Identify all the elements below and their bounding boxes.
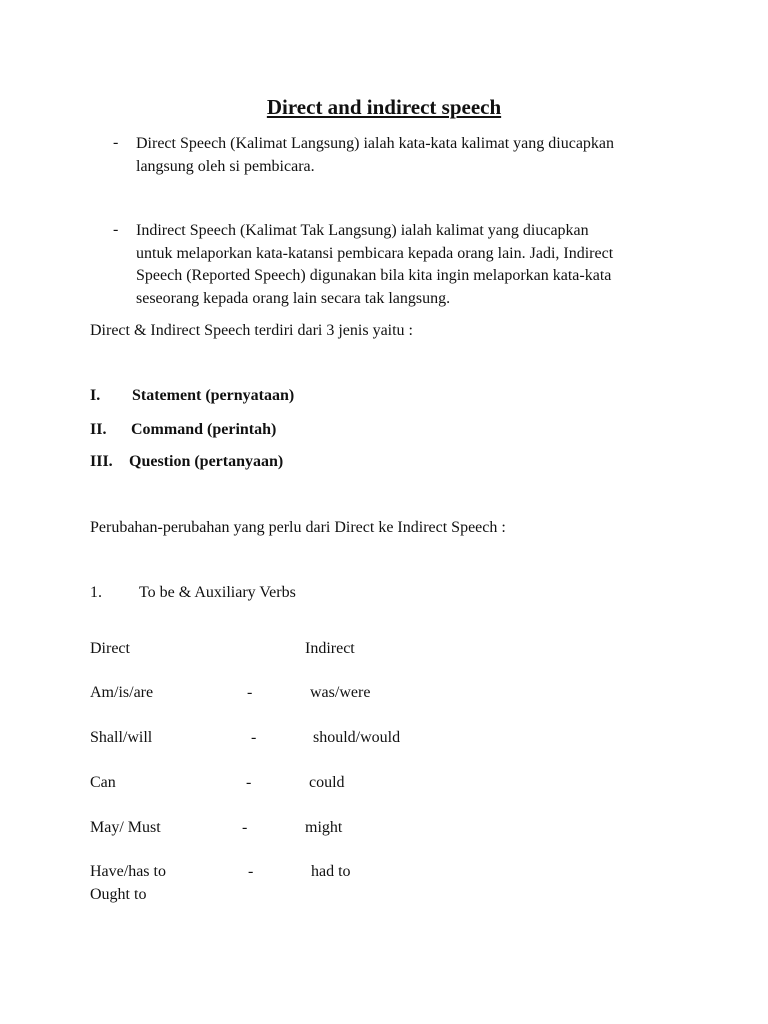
table-header-direct: Direct bbox=[90, 640, 130, 657]
table-header-indirect: Indirect bbox=[305, 640, 355, 657]
indirect-cell: might bbox=[305, 819, 343, 836]
list-numeral: II. bbox=[90, 421, 107, 438]
dash-cell: - bbox=[242, 819, 248, 836]
bullet-line: langsung oleh si pembicara. bbox=[136, 157, 315, 175]
bullet-line: seseorang kepada orang lain secara tak langsung. bbox=[136, 289, 451, 307]
direct-cell: Shall/will bbox=[90, 729, 153, 746]
bullet-line: untuk melaporkan kata-katansi pembicara kepada orang lain. Jadi, Indirect bbox=[136, 244, 614, 262]
direct-cell: Have/has to bbox=[90, 863, 166, 880]
dash-cell: - bbox=[246, 774, 252, 791]
indirect-cell: was/were bbox=[310, 684, 371, 701]
bullet-line: Direct Speech (Kalimat Langsung) ialah kata-kata kalimat yang diucapkan bbox=[136, 135, 615, 152]
list-numeral: I. bbox=[90, 387, 101, 404]
direct-cell: Ought to bbox=[90, 886, 147, 903]
list-label: Statement (pernyataan) bbox=[132, 387, 295, 404]
indirect-cell: should/would bbox=[313, 729, 401, 746]
bullet-text bbox=[136, 220, 676, 310]
dash-cell: - bbox=[247, 684, 253, 701]
section-title: To be & Auxiliary Verbs bbox=[139, 584, 296, 601]
page-title: Direct and indirect speech bbox=[266, 95, 502, 119]
bullet-line: Speech (Reported Speech) digunakan bila kita ingin melaporkan kata-kata bbox=[136, 267, 612, 284]
bullet-line: Indirect Speech (Kalimat Tak Langsung) ialah kalimat yang diucapkan bbox=[136, 222, 589, 239]
direct-cell: Am/is/are bbox=[90, 684, 154, 701]
indirect-cell: could bbox=[309, 774, 345, 791]
direct-cell: Can bbox=[90, 774, 116, 791]
dash-cell: - bbox=[248, 863, 254, 880]
bullet-dash: - bbox=[113, 134, 119, 151]
indirect-cell: had to bbox=[311, 863, 351, 880]
bullet-dash: - bbox=[113, 221, 119, 238]
list-label: Command (perintah) bbox=[131, 421, 277, 438]
list-label: Question (pertanyaan) bbox=[129, 453, 284, 470]
list-numeral: III. bbox=[90, 453, 113, 470]
section-number: 1. bbox=[90, 584, 102, 601]
changes-intro-text: Perubahan-perubahan yang perlu dari Direct ke Indirect Speech : bbox=[90, 519, 506, 536]
direct-cell: May/ Must bbox=[90, 819, 161, 836]
dash-cell: - bbox=[251, 729, 257, 746]
bullet-text bbox=[136, 133, 676, 178]
intro-text: Direct & Indirect Speech terdiri dari 3 jenis yaitu : bbox=[90, 322, 413, 339]
